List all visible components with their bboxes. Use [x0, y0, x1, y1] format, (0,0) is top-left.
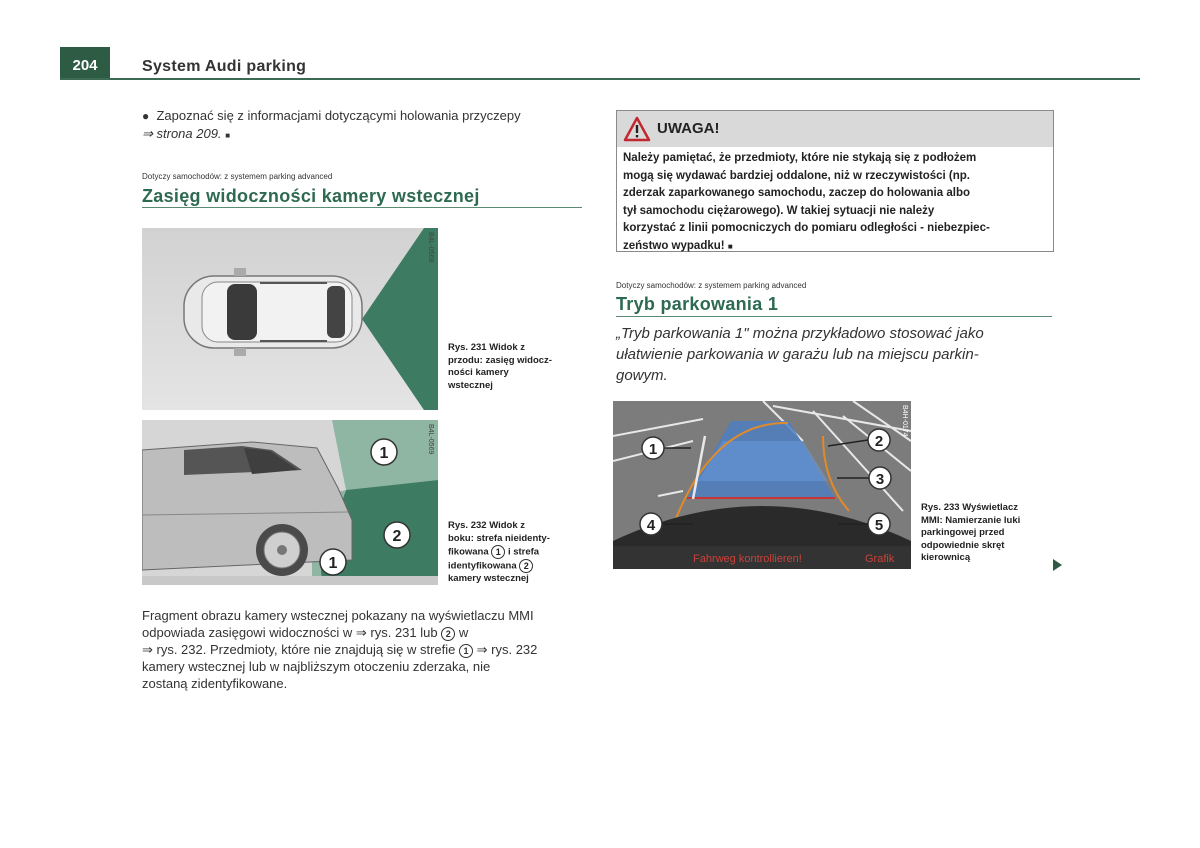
svg-text:3: 3 [875, 471, 885, 488]
fig231-code: B4L-0568 [427, 232, 434, 263]
bullet-item [142, 107, 582, 144]
svg-text:4: 4 [646, 517, 656, 534]
heading-rule [142, 207, 582, 208]
page-number: 204 [60, 47, 110, 79]
page-header-title: System Audi parking [142, 58, 307, 75]
screen-warning-text: Fahrweg kontrollieren! [693, 553, 802, 565]
section-heading-right: Tryb parkowania 1 [616, 294, 779, 314]
warning-text: Należy pamiętać, że przedmioty, które nie stykają się z podłożem mogą się wydawać bardziej oddalone, niż w rzeczywistości (np. zderzak zaparkowanego samochodu, zaczep do holowania albo tył samochodu ciężarowego). W takiej sytuacji nie należy korzystać z linii pomocniczych do pomiaru odległości - niebezpiec- zeństwo wypadku! ■ [623, 152, 990, 252]
car-top-view-illustration [142, 228, 438, 410]
figure-232 [142, 420, 438, 585]
zone-marker-2 [384, 522, 410, 548]
svg-text:2: 2 [874, 433, 884, 450]
zone-1-icon: 1 [459, 644, 473, 658]
warning-title: UWAGA! [657, 120, 720, 137]
fig233-caption: Rys. 233 Wyświetlacz MMI: Namierzanie luki parkingowej przed odpowiednie skręt kierownicą [921, 502, 1021, 563]
bullet-icon: ● [142, 109, 150, 123]
fig231-caption: Rys. 231 Widok z przodu: zasięg widocz- ności kamery wstecznej [448, 342, 552, 391]
zone-2-icon: 2 [519, 559, 533, 573]
zone-marker-1-lower [320, 549, 346, 575]
rear-camera-display [613, 401, 911, 569]
figure-231 [142, 228, 438, 410]
body-paragraph: Fragment obrazu kamery wstecznej pokazany na wyświetlaczu MMI odpowiada zasięgowi widoczności w ⇒ rys. 231 lub 2 w ⇒ rys. 232. Przedmioty, które nie znajdują się w strefie 1 ⇒ rys. 232 kamery wstecznej lub w najbliższym otoczeniu zderzaka, nie zostaną zidentyfikowane. [142, 608, 538, 691]
svg-text:1: 1 [328, 555, 338, 572]
fig232-caption: Rys. 232 Widok z boku: strefa nieidenty- fikowana 1 i strefa identyfikowana 2 kamery wstecznej [448, 520, 550, 585]
heading-rule-right [616, 316, 1052, 317]
section-heading: Zasięg widoczności kamery wstecznej [142, 186, 480, 206]
car-top-shape [184, 268, 362, 356]
zone-2-icon: 2 [441, 627, 455, 641]
svg-text:1: 1 [648, 441, 658, 458]
car-side-shape [142, 442, 352, 576]
car-side-view-illustration [142, 420, 438, 585]
applies-note-right: Dotyczy samochodów: z systemem parking advanced [616, 281, 807, 290]
svg-text:2: 2 [392, 528, 402, 545]
applies-note: Dotyczy samochodów: z systemem parking advanced [142, 172, 333, 181]
header-rule [60, 78, 1140, 80]
zone-1-icon: 1 [491, 545, 505, 559]
figure-233-mmi-screen [613, 401, 911, 569]
bullet-text: Zapoznać się z informacjami dotyczącymi holowania przyczepy [156, 108, 521, 123]
intro-paragraph: „Tryb parkowania 1" można przykładowo stosować jako ułatwienie parkowania w garażu lub na miejscu parkin- gowym. [616, 325, 984, 384]
svg-text:5: 5 [874, 517, 884, 534]
fig233-code: B4H-0174 [901, 405, 908, 437]
warning-header [617, 111, 1053, 147]
svg-text:1: 1 [379, 445, 389, 462]
warning-box [616, 110, 1054, 252]
fig232-code: B4L-0569 [427, 424, 434, 455]
end-mark-icon: ■ [727, 241, 733, 251]
continue-arrow-icon[interactable] [1053, 559, 1062, 571]
end-mark-icon: ■ [225, 131, 231, 140]
bullet-ref[interactable]: ⇒ strona 209. [142, 126, 222, 141]
zone-marker-1-upper [371, 439, 397, 465]
screen-grafik-button: Grafik [865, 553, 895, 565]
warning-triangle-icon [623, 116, 651, 142]
